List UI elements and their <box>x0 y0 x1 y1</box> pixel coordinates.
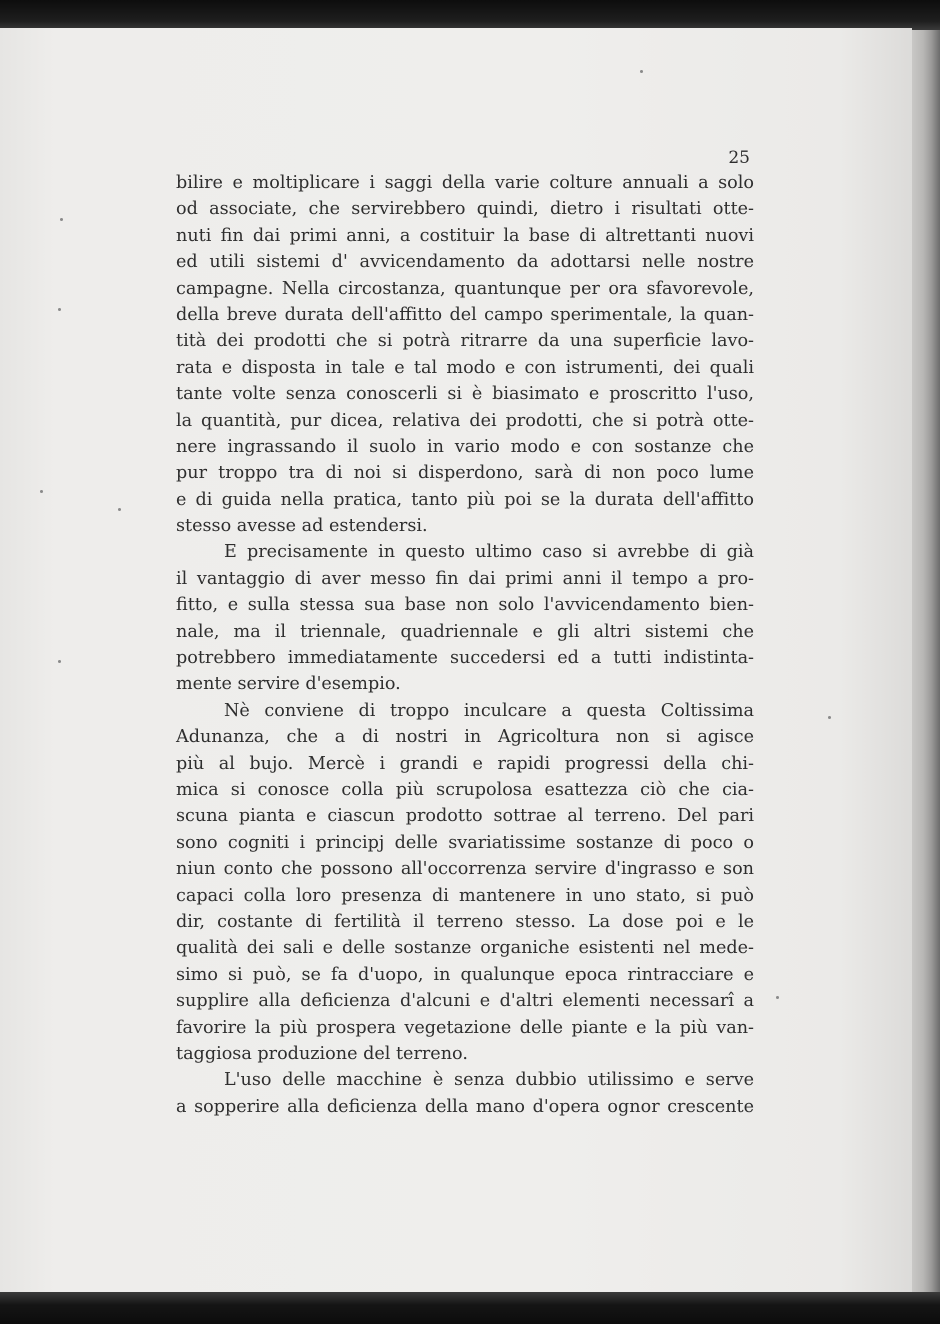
text-line: nuti fin dai primi anni, a costituir la base di altrettanti nuovi <box>176 225 754 246</box>
paragraph-4 <box>176 1067 754 1120</box>
text-line: il vantaggio di aver messo fin dai primi anni il tempo a pro- <box>176 568 754 589</box>
text-line: mica si conosce colla più scrupolosa esattezza ciò che cia- <box>176 779 754 800</box>
text-line: la quantità, pur dicea, relativa dei prodotti, che si potrà otte- <box>176 410 754 431</box>
text-line: niun conto che possono all'occorrenza servire d'ingrasso e son <box>176 859 754 880</box>
text-line: nale, ma il triennale, quadriennale e gli altri sistemi che <box>176 621 754 642</box>
text-line: nere ingrassando il suolo in vario modo e con sostanze che <box>176 436 754 457</box>
text-line: mente servire d'esempio. <box>176 674 401 695</box>
text-line: fitto, e sulla stessa sua base non solo l'avvicendamento bien- <box>176 595 754 616</box>
text-line: L'uso delle macchine è senza dubbio utilissimo e serve <box>224 1070 754 1091</box>
text-line: tante volte senza conoscerli si è biasimato e proscritto l'uso, <box>176 384 754 405</box>
text-line: supplire alla deficienza d'alcuni e d'altri elementi necessarî a <box>176 991 754 1012</box>
text-line: ed utili sistemi d' avvicendamento da adottarsi nelle nostre <box>176 252 754 273</box>
text-line: qualità dei sali e delle sostanze organiche esistenti nel mede- <box>176 938 754 959</box>
text-line: campagne. Nella circostanza, quantunque per ora sfavorevole, <box>176 278 754 299</box>
text-line: E precisamente in questo ultimo caso si avrebbe di già <box>224 542 754 563</box>
text-line: a sopperire alla deficienza della mano d'opera ognor crescente <box>176 1096 754 1117</box>
page-number: 25 <box>728 148 750 168</box>
body-text <box>176 170 754 1120</box>
text-line: simo si può, se fa d'uopo, in qualunque epoca rintracciare e <box>176 964 754 985</box>
text-line: della breve durata dell'affitto del campo sperimentale, la quan- <box>176 304 754 325</box>
text-line: favorire la più prospera vegetazione delle piante e la più van- <box>176 1017 754 1038</box>
paragraph-1 <box>176 170 754 539</box>
text-line: bilire e moltiplicare i saggi della varie colture annuali a solo <box>176 173 754 193</box>
text-line: dir, costante di fertilità il terreno stesso. La dose poi e le <box>176 911 754 932</box>
text-line: pur troppo tra di noi si disperdono, sarà di non poco lume <box>176 463 754 484</box>
scan-border-top <box>0 0 940 30</box>
paragraph-2 <box>176 539 754 697</box>
text-line: Nè conviene di troppo inculcare a questa Coltissima <box>224 700 754 721</box>
text-line: più al bujo. Mercè i grandi e rapidi progressi della chi- <box>176 753 754 774</box>
text-line: stesso avesse ad estendersi. <box>176 516 428 537</box>
text-line: scuna pianta e ciascun prodotto sottrae al terreno. Del pari <box>176 806 754 827</box>
text-line: potrebbero immediatamente succedersi ed a tutti indistinta- <box>176 648 754 669</box>
paragraph-3 <box>176 698 754 1067</box>
text-line: od associate, che servirebbero quindi, dietro i risultati otte- <box>176 199 754 220</box>
text-line: Adunanza, che a di nostri in Agricoltura non si agisce <box>176 727 754 748</box>
scan-border-bottom <box>0 1292 940 1324</box>
text-line: capaci colla loro presenza di mantenere in uno stato, si può <box>176 885 754 906</box>
page-edge-shadow <box>912 30 940 1292</box>
text-line: e di guida nella pratica, tanto più poi se la durata dell'affitto <box>176 489 754 510</box>
text-line: taggiosa produzione del terreno. <box>176 1043 468 1064</box>
text-line: rata e disposta in tale e tal modo e con istrumenti, dei quali <box>176 357 754 378</box>
text-line: tità dei prodotti che si potrà ritrarre da una superficie lavo- <box>176 331 754 352</box>
text-line: sono cogniti i principj delle svariatissime sostanze di poco o <box>176 832 754 853</box>
